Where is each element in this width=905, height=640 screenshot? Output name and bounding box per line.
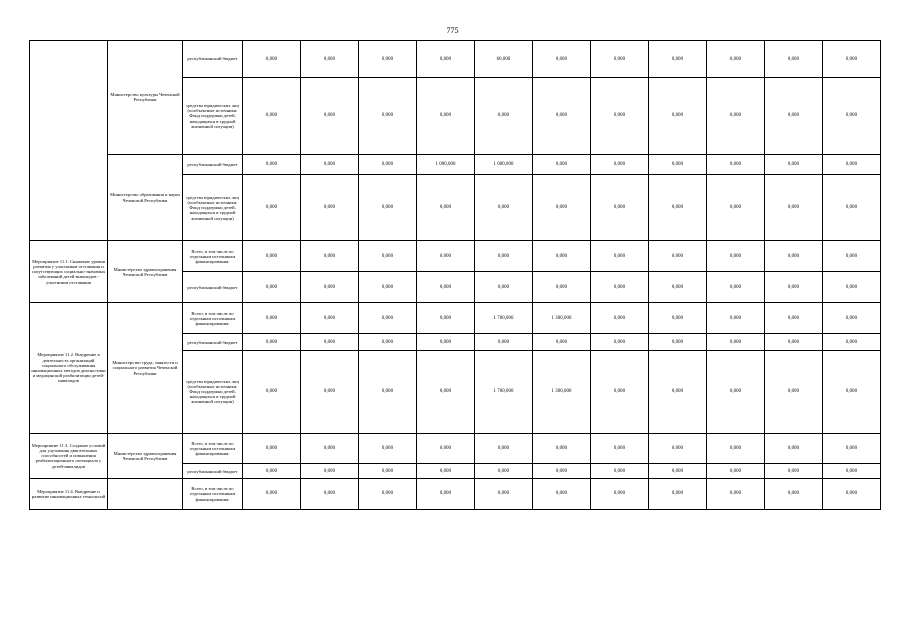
value-cell: 0,000 bbox=[475, 272, 533, 303]
value-cell: 1 700,000 bbox=[475, 303, 533, 334]
value-cell: 0,000 bbox=[301, 334, 359, 351]
value-cell: 1 300,000 bbox=[533, 303, 591, 334]
value-cell: 0,000 bbox=[765, 241, 823, 272]
value-cell: 0,000 bbox=[301, 350, 359, 433]
value-cell: 0,000 bbox=[823, 241, 881, 272]
value-cell: 0,000 bbox=[707, 478, 765, 509]
value-cell: 1 000,000 bbox=[475, 154, 533, 175]
funding-source-cell: средства юридических лиц (пообъектные источники: Фонд поддержки детей, находящихся в трудной жизненной ситуации) bbox=[183, 175, 243, 241]
value-cell: 0,000 bbox=[417, 272, 475, 303]
value-cell: 0,000 bbox=[243, 241, 301, 272]
value-cell: 0,000 bbox=[301, 241, 359, 272]
value-cell: 0,000 bbox=[591, 272, 649, 303]
executor-cell: Министерство здравоохранения Чеченской Республики bbox=[108, 433, 183, 478]
funding-source-cell: республиканский бюджет bbox=[183, 334, 243, 351]
value-cell: 0,000 bbox=[591, 433, 649, 464]
value-cell: 0,000 bbox=[823, 303, 881, 334]
table-row bbox=[30, 303, 881, 334]
value-cell: 0,000 bbox=[823, 433, 881, 464]
value-cell: 0,000 bbox=[591, 334, 649, 351]
value-cell: 0,000 bbox=[301, 41, 359, 78]
executor-cell: Министерство культуры Чеченской Республики bbox=[108, 41, 183, 155]
table-row bbox=[30, 433, 881, 464]
executor-cell: Министерство образования и науки Чеченской Республики bbox=[108, 154, 183, 241]
value-cell: 0,000 bbox=[243, 303, 301, 334]
value-cell: 0,000 bbox=[649, 303, 707, 334]
value-cell: 0,000 bbox=[765, 272, 823, 303]
value-cell: 0,000 bbox=[649, 175, 707, 241]
financing-table bbox=[29, 40, 881, 510]
executor-cell: Министерство труда, занятости и социального развития Чеченской Республики bbox=[108, 303, 183, 433]
value-cell: 0,000 bbox=[649, 350, 707, 433]
value-cell: 0,000 bbox=[765, 154, 823, 175]
table-row bbox=[30, 241, 881, 272]
value-cell: 0,000 bbox=[823, 41, 881, 78]
value-cell: 0,000 bbox=[765, 350, 823, 433]
value-cell: 0,000 bbox=[591, 154, 649, 175]
value-cell: 0,000 bbox=[823, 78, 881, 154]
event-cell: Мероприятие 11.3. Создание условий для улучшения двигательных способностей и повышения реабилитационного потенциала у детей-инвалидов bbox=[30, 433, 108, 478]
table-row bbox=[30, 41, 881, 78]
value-cell: 0,000 bbox=[243, 433, 301, 464]
value-cell: 0,000 bbox=[243, 154, 301, 175]
value-cell: 0,000 bbox=[823, 350, 881, 433]
value-cell: 0,000 bbox=[765, 478, 823, 509]
value-cell: 0,000 bbox=[649, 41, 707, 78]
value-cell: 0,000 bbox=[823, 175, 881, 241]
value-cell: 0,000 bbox=[243, 41, 301, 78]
value-cell: 0,000 bbox=[707, 78, 765, 154]
value-cell: 0,000 bbox=[243, 175, 301, 241]
value-cell: 0,000 bbox=[533, 478, 591, 509]
event-cell: Мероприятие 11.1. Снижение уровня развития у участников отставания и сопутствующих социально-значимых заболеваний детей-инвалидов - участников отставания bbox=[30, 241, 108, 303]
value-cell: 0,000 bbox=[533, 78, 591, 154]
value-cell: 0,000 bbox=[475, 241, 533, 272]
table-row bbox=[30, 478, 881, 509]
value-cell: 0,000 bbox=[707, 303, 765, 334]
value-cell: 1 300,000 bbox=[533, 350, 591, 433]
value-cell: 0,000 bbox=[649, 154, 707, 175]
value-cell: 0,000 bbox=[649, 478, 707, 509]
value-cell: 0,000 bbox=[707, 464, 765, 478]
value-cell: 0,000 bbox=[591, 175, 649, 241]
value-cell: 0,000 bbox=[533, 41, 591, 78]
event-cell bbox=[30, 41, 108, 241]
value-cell: 1 000,000 bbox=[417, 154, 475, 175]
value-cell: 60,000 bbox=[475, 41, 533, 78]
value-cell: 0,000 bbox=[475, 464, 533, 478]
value-cell: 0,000 bbox=[533, 334, 591, 351]
value-cell: 0,000 bbox=[301, 478, 359, 509]
value-cell: 0,000 bbox=[765, 175, 823, 241]
value-cell: 0,000 bbox=[765, 334, 823, 351]
value-cell: 0,000 bbox=[475, 78, 533, 154]
value-cell: 0,000 bbox=[823, 464, 881, 478]
value-cell: 0,000 bbox=[359, 272, 417, 303]
value-cell: 0,000 bbox=[359, 334, 417, 351]
value-cell: 0,000 bbox=[359, 41, 417, 78]
value-cell: 0,000 bbox=[417, 78, 475, 154]
value-cell: 0,000 bbox=[359, 154, 417, 175]
value-cell: 0,000 bbox=[301, 303, 359, 334]
funding-source-cell: республиканский бюджет bbox=[183, 272, 243, 303]
value-cell: 0,000 bbox=[417, 303, 475, 334]
value-cell: 0,000 bbox=[823, 478, 881, 509]
value-cell: 0,000 bbox=[359, 464, 417, 478]
funding-source-cell: Всего, в том числе по отдельным источникам финансирования: bbox=[183, 433, 243, 464]
value-cell: 0,000 bbox=[417, 464, 475, 478]
value-cell: 0,000 bbox=[765, 303, 823, 334]
value-cell: 0,000 bbox=[707, 41, 765, 78]
value-cell: 0,000 bbox=[707, 433, 765, 464]
funding-source-cell: Всего, в том числе по отдельным источникам финансирования: bbox=[183, 478, 243, 509]
funding-source-cell: средства юридических лиц (пообъектные источники: Фонд поддержки детей, находящихся в трудной жизненной ситуации) bbox=[183, 78, 243, 154]
value-cell: 0,000 bbox=[707, 175, 765, 241]
value-cell: 0,000 bbox=[591, 350, 649, 433]
value-cell: 0,000 bbox=[649, 241, 707, 272]
value-cell: 0,000 bbox=[475, 175, 533, 241]
value-cell: 0,000 bbox=[533, 154, 591, 175]
event-cell: Мероприятие 11.4. Внедрение и развитие инновационных технологий bbox=[30, 478, 108, 509]
value-cell: 0,000 bbox=[417, 433, 475, 464]
value-cell: 0,000 bbox=[707, 154, 765, 175]
value-cell: 0,000 bbox=[301, 272, 359, 303]
value-cell: 0,000 bbox=[417, 350, 475, 433]
value-cell: 0,000 bbox=[417, 478, 475, 509]
page-number: 775 bbox=[446, 26, 459, 35]
value-cell: 0,000 bbox=[417, 175, 475, 241]
value-cell: 0,000 bbox=[359, 350, 417, 433]
value-cell: 0,000 bbox=[417, 334, 475, 351]
value-cell: 0,000 bbox=[533, 433, 591, 464]
value-cell: 0,000 bbox=[649, 334, 707, 351]
value-cell: 1 700,000 bbox=[475, 350, 533, 433]
value-cell: 0,000 bbox=[823, 272, 881, 303]
value-cell: 0,000 bbox=[649, 78, 707, 154]
value-cell: 0,000 bbox=[359, 433, 417, 464]
value-cell: 0,000 bbox=[707, 272, 765, 303]
value-cell: 0,000 bbox=[301, 433, 359, 464]
funding-source-cell: республиканский бюджет bbox=[183, 154, 243, 175]
value-cell: 0,000 bbox=[243, 350, 301, 433]
funding-source-cell: Всего, в том числе по отдельным источникам финансирования: bbox=[183, 303, 243, 334]
executor-cell: Министерство здравоохранения Чеченской Республики bbox=[108, 241, 183, 303]
funding-source-cell: средства юридических лиц (пообъектные источники: Фонд поддержки детей, находящихся в трудной жизненной ситуации) bbox=[183, 350, 243, 433]
value-cell: 0,000 bbox=[475, 433, 533, 464]
value-cell: 0,000 bbox=[243, 78, 301, 154]
value-cell: 0,000 bbox=[301, 78, 359, 154]
value-cell: 0,000 bbox=[301, 175, 359, 241]
value-cell: 0,000 bbox=[591, 303, 649, 334]
value-cell: 0,000 bbox=[359, 78, 417, 154]
value-cell: 0,000 bbox=[533, 272, 591, 303]
value-cell: 0,000 bbox=[823, 334, 881, 351]
value-cell: 0,000 bbox=[649, 464, 707, 478]
value-cell: 0,000 bbox=[591, 78, 649, 154]
value-cell: 0,000 bbox=[765, 78, 823, 154]
value-cell: 0,000 bbox=[649, 272, 707, 303]
value-cell: 0,000 bbox=[359, 478, 417, 509]
value-cell: 0,000 bbox=[533, 464, 591, 478]
table-row bbox=[30, 154, 881, 175]
value-cell: 0,000 bbox=[533, 175, 591, 241]
value-cell: 0,000 bbox=[707, 350, 765, 433]
value-cell: 0,000 bbox=[417, 41, 475, 78]
value-cell: 0,000 bbox=[707, 334, 765, 351]
value-cell: 0,000 bbox=[591, 241, 649, 272]
funding-source-cell: республиканский бюджет bbox=[183, 41, 243, 78]
value-cell: 0,000 bbox=[243, 478, 301, 509]
value-cell: 0,000 bbox=[243, 272, 301, 303]
value-cell: 0,000 bbox=[707, 241, 765, 272]
value-cell: 0,000 bbox=[533, 241, 591, 272]
value-cell: 0,000 bbox=[475, 478, 533, 509]
value-cell: 0,000 bbox=[243, 334, 301, 351]
value-cell: 0,000 bbox=[591, 464, 649, 478]
value-cell: 0,000 bbox=[823, 154, 881, 175]
value-cell: 0,000 bbox=[765, 41, 823, 78]
funding-source-cell: Всего, в том числе по отдельным источникам финансирования: bbox=[183, 241, 243, 272]
value-cell: 0,000 bbox=[359, 303, 417, 334]
value-cell: 0,000 bbox=[417, 241, 475, 272]
value-cell: 0,000 bbox=[359, 241, 417, 272]
executor-cell bbox=[108, 478, 183, 509]
value-cell: 0,000 bbox=[301, 154, 359, 175]
value-cell: 0,000 bbox=[765, 433, 823, 464]
value-cell: 0,000 bbox=[649, 433, 707, 464]
value-cell: 0,000 bbox=[765, 464, 823, 478]
value-cell: 0,000 bbox=[301, 464, 359, 478]
value-cell: 0,000 bbox=[591, 478, 649, 509]
value-cell: 0,000 bbox=[359, 175, 417, 241]
event-cell: Мероприятие 11.2. Внедрение в деятельность организаций социального обслуживания инновационных методов диагностики и медицинской реабилитации детей-инвалидов bbox=[30, 303, 108, 433]
funding-source-cell: республиканский бюджет bbox=[183, 464, 243, 478]
value-cell: 0,000 bbox=[475, 334, 533, 351]
value-cell: 0,000 bbox=[591, 41, 649, 78]
financing-table-body bbox=[30, 41, 881, 510]
value-cell: 0,000 bbox=[243, 464, 301, 478]
